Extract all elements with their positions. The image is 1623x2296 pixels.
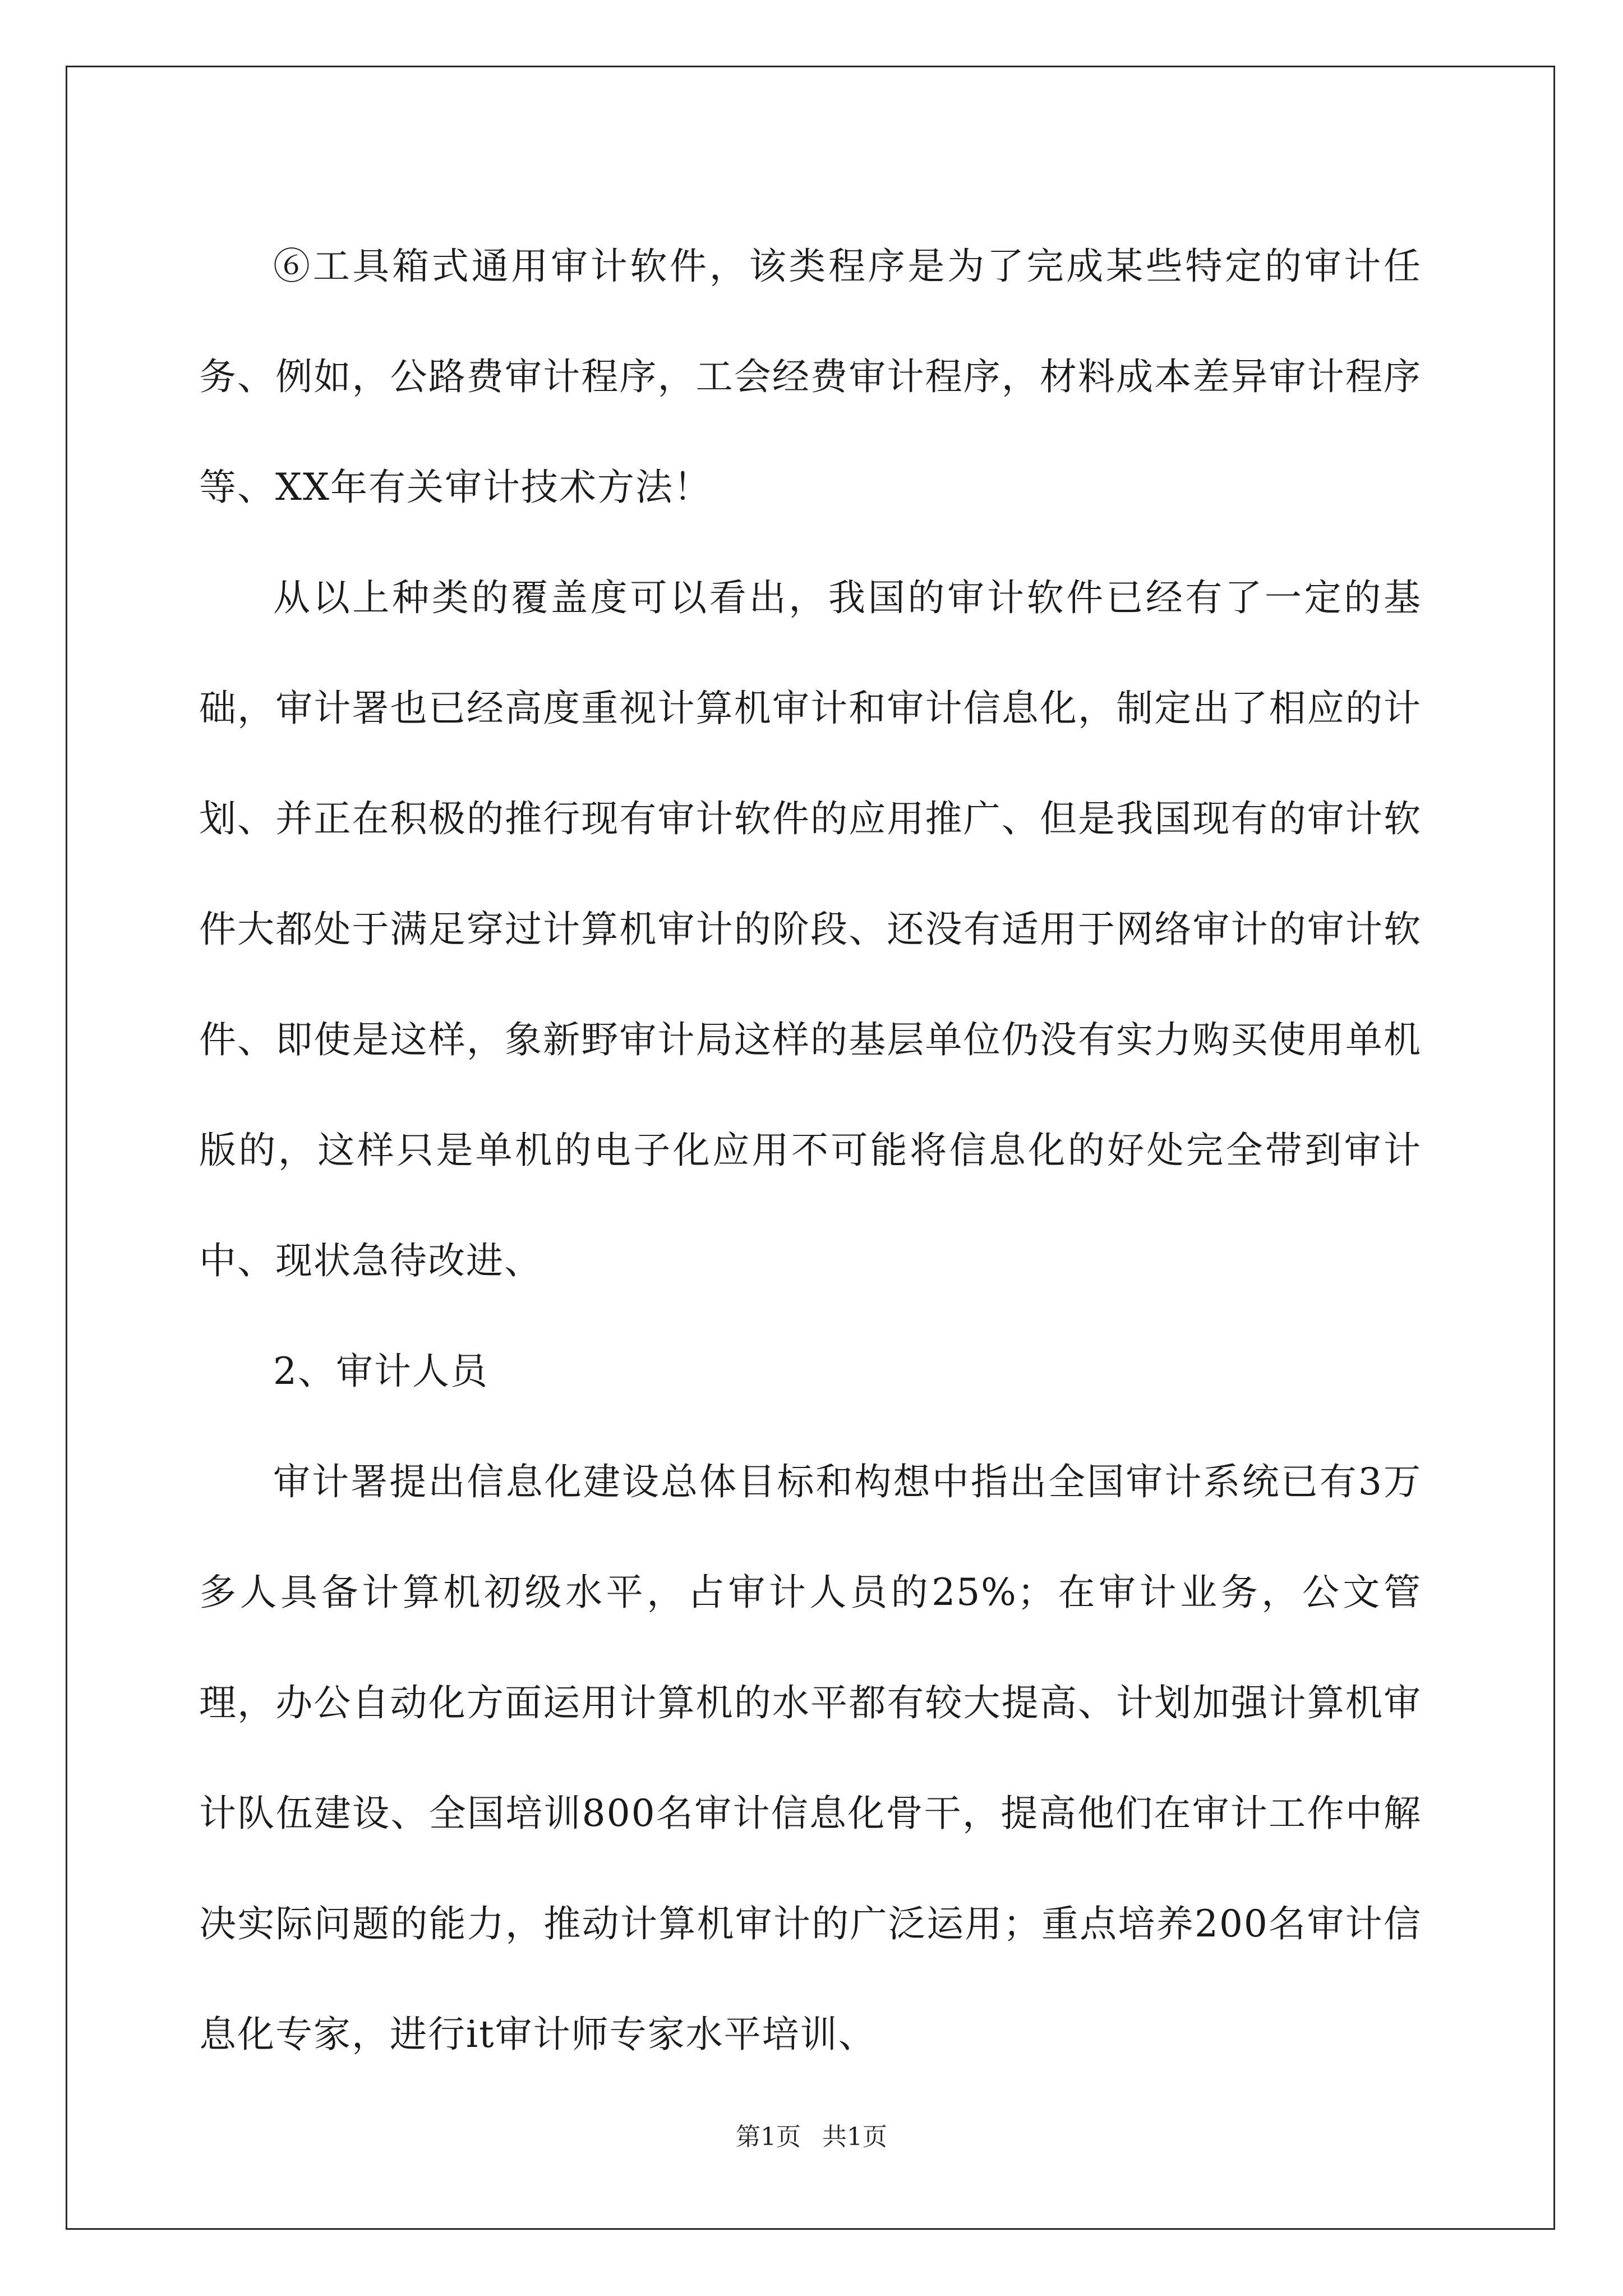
paragraph-software-coverage: 从以上种类的覆盖度可以看出，我国的审计软件已经有了一定的基础，审计署也已经高度重视计算机审计和审计信息化，制定出了相应的计划、并正在积极的推行现有审计软件的应用推广、但是我国现有的审计软件大都处于满足穿过计算机审计的阶段、还没有适用于网络审计的审计软件、即使是这样，象新野审计局这样的基层单位仍没有实力购买使用单机版的，这样只是单机的电子化应用不可能将信息化的好处完全带到审计中、现状急待改进、	[199, 576, 1422, 1282]
section-heading-audit-staff: 2、审计人员	[273, 1350, 488, 1393]
page-number-current: 第1页	[736, 2123, 801, 2151]
paragraph-audit-software-toolbox: ⑥工具箱式通用审计软件，该类程序是为了完成某些特定的审计任务、例如，公路费审计程序，工会经费审计程序，材料成本差异审计程序等、XX年有关审计技术方法！	[199, 245, 1422, 509]
page-footer	[0, 2120, 1623, 2154]
paragraph-audit-staff: 审计署提出信息化建设总体目标和构想中指出全国审计系统已有3万多人具备计算机初级水平，占审计人员的25%；在审计业务，公文管理，办公自动化方面运用计算机的水平都有较大提高、计划加强计算机审计队伍建设、全国培训800名审计信息化骨干，提高他们在审计工作中解决实际问题的能力，推动计算机审计的广泛运用；重点培养200名审计信息化专家，进行it审计师专家水平培训、	[199, 1460, 1422, 2056]
page-number-total: 共1页	[822, 2123, 887, 2151]
document-body	[199, 211, 1422, 2090]
